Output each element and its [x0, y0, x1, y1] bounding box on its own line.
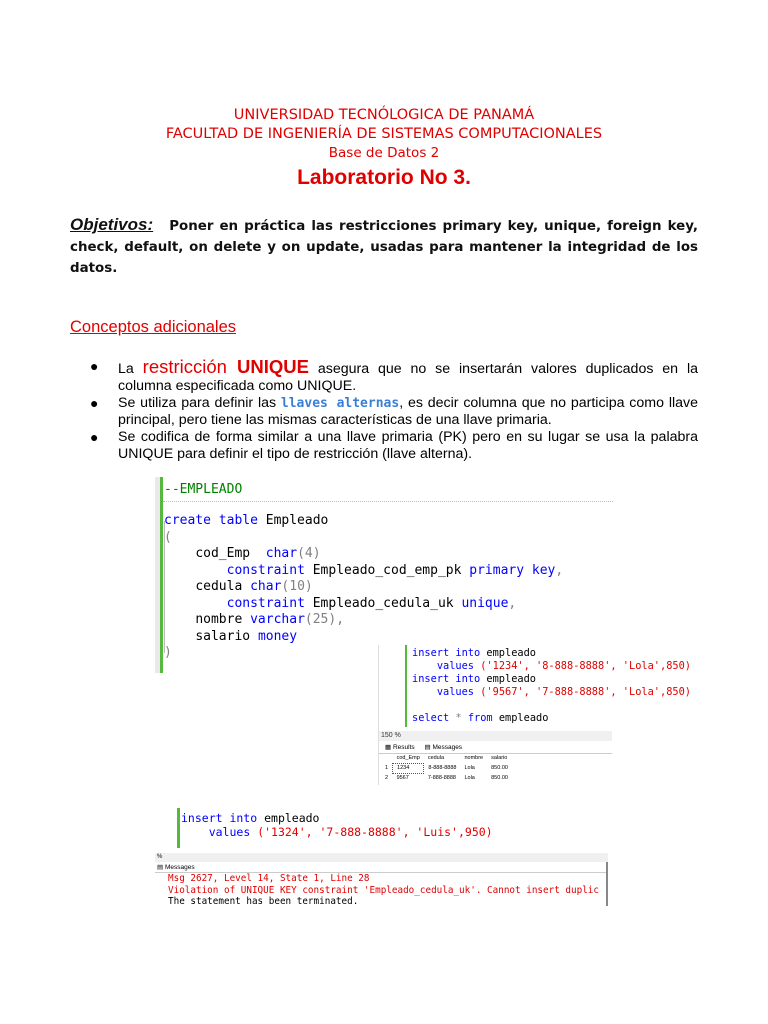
- sql-ident: empleado: [480, 647, 536, 659]
- sql-type: varchar: [250, 612, 305, 627]
- concepts-list: [88, 358, 698, 463]
- faculty-name: FACULTAD DE INGENIERÍA DE SISTEMAS COMPUTACIONALES: [165, 126, 603, 142]
- sql-ident: empleado: [492, 712, 549, 724]
- sql-type: money: [257, 628, 298, 644]
- row-number: 1: [385, 765, 389, 771]
- sql-values: ('9567', '7-888-8888', 'Lola',850): [480, 686, 691, 698]
- objectives-paragraph: [70, 214, 698, 279]
- table-cell[interactable]: Lola: [464, 774, 475, 781]
- messages-icon: ▤: [157, 864, 164, 871]
- sql-values: ('1234', '8-888-8888', 'Lola',850): [480, 660, 691, 672]
- list-item: [88, 429, 698, 463]
- sql-ident: Empleado: [257, 513, 329, 528]
- bullet-text: asegura que no se insertarán valores duplicados en la columna especificada como UNIQUE.: [118, 361, 698, 394]
- column-header: cod_Emp: [396, 755, 420, 761]
- code-screenshot-insert-select: [378, 645, 691, 785]
- column-header: nombre: [464, 755, 484, 762]
- sql-len: (10): [281, 579, 313, 594]
- divider: [163, 501, 613, 502]
- sql-ident: nombre: [195, 612, 251, 627]
- change-bar: [177, 808, 180, 848]
- sql-values: ('1324', '7-888-8888', 'Luis',950): [257, 825, 493, 839]
- table-cell[interactable]: 7-888-8888: [427, 774, 456, 781]
- table-row[interactable]: [381, 764, 512, 774]
- sql-keyword: unique: [461, 595, 509, 611]
- code-line-comment: [164, 482, 242, 499]
- sql-keyword: constraint: [226, 595, 305, 611]
- sql-keyword: create table: [164, 513, 258, 528]
- code-block-insert-dup: [181, 811, 493, 839]
- sql-len: (4): [297, 546, 321, 561]
- sql-ident: cedula: [195, 579, 251, 594]
- change-bar: [405, 645, 407, 727]
- section-title: Conceptos adicionales: [70, 318, 237, 336]
- column-header: [381, 754, 393, 764]
- grid-icon: ▦: [385, 744, 392, 751]
- sql-len: (25),: [304, 612, 345, 627]
- bullet-text: La: [118, 361, 143, 377]
- objectives-text: Poner en práctica las restricciones primary key, unique, foreign key, check, default, on delete y on update, usadas para mantener la integridad de los datos.: [70, 219, 698, 276]
- table-cell[interactable]: 850.00: [491, 774, 508, 781]
- bullet-icon: ●: [90, 358, 99, 374]
- error-line: Violation of UNIQUE KEY constraint 'Empleado_cedula_uk'. Cannot insert duplic: [168, 884, 599, 896]
- bullet-icon: ●: [90, 395, 99, 411]
- tab-messages[interactable]: Messages: [432, 744, 463, 751]
- code-screenshot-error: [155, 806, 608, 906]
- zoom-status-bar: [379, 731, 612, 741]
- sql-keyword: insert into: [181, 811, 258, 825]
- objectives-label: Objetivos:: [70, 215, 154, 234]
- highlight-word: restricción: [142, 356, 238, 377]
- table-cell[interactable]: 9567: [396, 775, 409, 781]
- lab-title: Laboratorio No 3.: [297, 166, 471, 189]
- sql-paren: (: [164, 529, 172, 545]
- highlight-restriccion: [143, 356, 309, 377]
- sql-keyword: values: [436, 686, 475, 698]
- sql-type: char: [265, 546, 298, 561]
- zoom-level[interactable]: %: [157, 854, 163, 860]
- messages-icon: ▤: [424, 744, 431, 751]
- column-header: cedula: [427, 755, 445, 762]
- bullet-text: , es decir columna que no participa como llave principal, pero tiene las mismas características de una llave primaria.: [118, 395, 698, 428]
- code-screenshot-create-table: [155, 477, 613, 673]
- sql-keyword: select: [412, 712, 450, 724]
- list-item: [88, 358, 698, 395]
- sql-type: char: [250, 579, 282, 594]
- results-tabs: [379, 742, 612, 754]
- error-messages: [168, 873, 599, 908]
- bullet-text: Se utiliza para definir las: [118, 395, 281, 411]
- sql-ident: Empleado_cedula_uk: [304, 595, 462, 611]
- error-line: Msg 2627, Level 14, State 1, Line 28: [168, 873, 370, 884]
- code-block-create: [164, 513, 563, 662]
- tab-messages[interactable]: Messages: [164, 864, 195, 871]
- sql-ident: salario: [195, 628, 258, 644]
- sql-ident: empleado: [257, 811, 320, 825]
- sql-keyword: primary key: [469, 562, 556, 578]
- sql-paren: ): [164, 645, 172, 660]
- table-cell[interactable]: Lola: [464, 765, 475, 771]
- sql-keyword: values: [208, 825, 251, 839]
- highlight-unique: UNIQUE: [237, 356, 309, 377]
- table-cell[interactable]: 8-888-8888: [428, 765, 457, 771]
- tab-results[interactable]: Results: [392, 744, 415, 751]
- sql-ident: Empleado_cod_emp_pk: [304, 562, 470, 578]
- row-number: 2: [385, 774, 389, 781]
- highlight-llaves-alternas: llaves alternas: [280, 396, 400, 411]
- column-header: salario: [491, 755, 508, 762]
- table-header: [381, 754, 512, 764]
- sql-keyword: values: [436, 660, 475, 672]
- zoom-status-bar: [155, 853, 608, 862]
- table-row[interactable]: [381, 774, 512, 784]
- sql-keyword: from: [467, 712, 493, 724]
- sql-keyword: insert into: [412, 673, 481, 685]
- table-cell[interactable]: 850.00: [491, 765, 508, 771]
- sql-keyword: constraint: [226, 562, 305, 578]
- sql-star: *: [449, 712, 468, 724]
- university-name: UNIVERSIDAD TECNÓLOGICA DE PANAMÁ: [233, 107, 535, 123]
- sql-ident: empleado: [480, 673, 536, 685]
- code-block-insert: [412, 647, 691, 725]
- sql-ident: cod_Emp: [195, 546, 251, 561]
- table-cell[interactable]: 1234: [393, 764, 424, 774]
- results-grid: [381, 754, 512, 783]
- sql-comment: --EMPLEADO: [164, 482, 243, 497]
- bullet-icon: ●: [90, 429, 99, 445]
- zoom-level[interactable]: 150 %: [381, 732, 401, 739]
- bullet-text: Se codifica de forma similar a una llave primaria (PK) pero en su lugar se usa la palabra UNIQUE para definir el tipo de restricción (llave alterna).: [118, 429, 698, 462]
- scrollbar[interactable]: [606, 862, 608, 906]
- list-item: [88, 395, 698, 429]
- error-line: The statement has been terminated.: [168, 896, 359, 907]
- sql-keyword: insert into: [412, 647, 481, 659]
- course-name: Base de Datos 2: [328, 145, 440, 161]
- sql-comma: ,: [555, 562, 564, 578]
- sql-comma: ,: [508, 595, 517, 611]
- change-bar: [160, 477, 163, 673]
- document-header: [0, 106, 768, 192]
- messages-tabs: [155, 863, 608, 873]
